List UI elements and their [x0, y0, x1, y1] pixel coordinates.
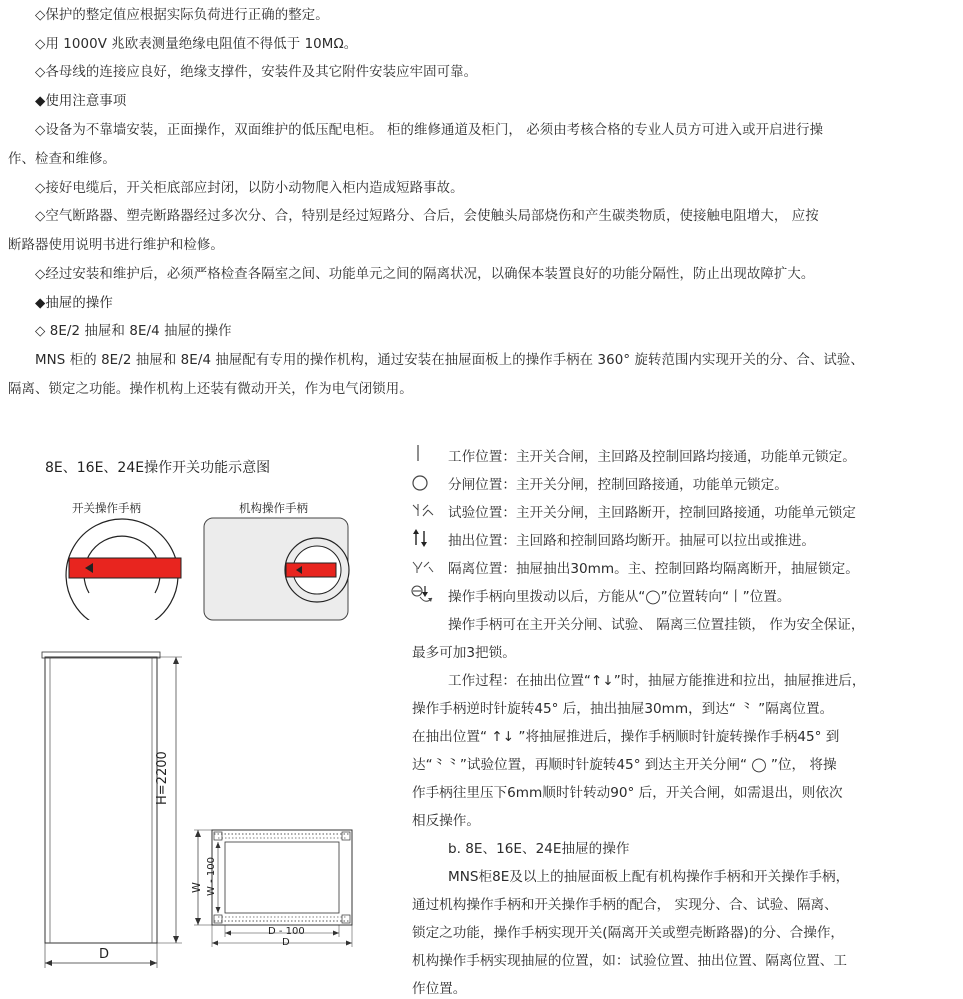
legend-text: 隔离位置：抽屉抽出30mm。主、控制回路均隔离断开，抽屉锁定。: [448, 561, 859, 577]
body-paragraph-line: 操作手柄可在主开关分闸、试验、 隔离三位置挂锁， 作为安全保证，: [448, 617, 865, 633]
body-paragraph-line: 锁定之功能，操作手柄实现开关(隔离开关或塑壳断路器)的分、合操作，: [412, 925, 845, 941]
mech-handle-label: 机构操作手柄: [239, 501, 308, 515]
body-paragraph-line: 操作手柄逆时针旋转45° 后，抽出抽屉30mm，到达“ ⺀ ”隔离位置。: [412, 701, 834, 717]
body-paragraph-line: 达“⺀⺀”试验位置，再顺时针旋转45° 到达主开关分闸“ ◯ ”位， 将操: [412, 757, 837, 773]
body-paragraph-line: 通过机构操作手柄和开关操作手柄的配合， 实现分、合、试验、隔离、: [412, 897, 838, 913]
text-line: 作、检查和维修。: [8, 152, 116, 167]
body-paragraph-line: 作手柄往里压下6mm顺时针转动90° 后，开关合闸，如需退出，则依次: [412, 785, 843, 801]
text-line: ◇保护的整定值应根据实际负荷进行正确的整定。: [35, 8, 329, 23]
mech-handle-diagram: [202, 515, 352, 625]
cabinet-body: [45, 657, 157, 943]
body-paragraph-line: 在抽出位置“ ↑↓ ”将抽屉推进后，操作手柄顺时针旋转操作手柄45° 到: [412, 729, 840, 745]
body-paragraph-line: MNS柜8E及以上的抽屉面板上配有机构操作手柄和开关操作手柄，: [448, 869, 850, 885]
section-heading: ◆抽屉的操作: [35, 296, 113, 311]
figure-title: 8E、16E、24E操作开关功能示意图: [45, 460, 271, 476]
plan-depth-dimension-label: D: [282, 937, 290, 948]
circle-icon: [410, 471, 436, 493]
body-paragraph-line: 最多可加3把锁。: [412, 645, 516, 661]
vertical-bar-icon: [410, 443, 436, 465]
section-subheading: b. 8E、16E、24E抽屉的操作: [448, 841, 630, 857]
depth-dimension-label: D: [99, 947, 110, 962]
text-line: ◇ 8E/2 抽屉和 8E/4 抽屉的操作: [35, 324, 232, 339]
width-dimension-label: W: [190, 882, 203, 893]
body-paragraph-line: 作位置。: [412, 981, 467, 997]
body-paragraph-line: 相反操作。: [412, 813, 480, 829]
height-dimension-label: H=2200: [155, 751, 170, 805]
text-line: ◇经过安装和维护后，必须严格检查各隔室之间、功能单元之间的隔离状况，以确保本装置良好的功能分隔性，防止出现故障扩大。: [35, 267, 815, 282]
push-handle-icon: [410, 583, 436, 605]
test-position-icon: [410, 499, 436, 521]
isolate-position-icon: [410, 555, 436, 577]
legend-text: 操作手柄向里拨动以后，方能从“◯”位置转向“丨”位置。: [448, 589, 791, 605]
legend-text: 抽出位置：主回路和控制回路均断开。抽屉可以拉出或推进。: [448, 533, 816, 549]
switch-handle-label: 开关操作手柄: [72, 501, 141, 515]
legend-text: 分闸位置：主开关分闸，控制回路接通，功能单元锁定。: [448, 477, 788, 493]
text-line: 断路器使用说明书进行维护和检修。: [8, 238, 224, 253]
mech-handle-bar: [286, 563, 336, 577]
section-heading: ◆使用注意事项: [35, 94, 127, 109]
switch-handle-diagram: [55, 515, 190, 620]
up-down-arrows-icon: [410, 527, 436, 549]
inner-width-dimension-label: W - 100: [206, 857, 217, 896]
body-paragraph-line: 工作过程：在抽出位置“↑↓”时，抽屉方能推进和拉出，抽屉推进后，: [448, 673, 866, 689]
text-line: MNS 柜的 8E/2 抽屉和 8E/4 抽屉配有专用的操作机构，通过安装在抽屉面板上的操作手柄在 360° 旋转范围内实现开关的分、合、试验、: [35, 353, 864, 368]
text-line: ◇接好电缆后，开关柜底部应封闭，以防小动物爬入柜内造成短路事故。: [35, 181, 464, 196]
cabinet-elevation-diagram: [30, 640, 200, 975]
legend-text: 工作位置：主开关合闸，主回路及控制回路均接通，功能单元锁定。: [448, 449, 856, 465]
text-line: ◇用 1000V 兆欧表测量绝缘电阻值不得低于 10MΩ。: [35, 37, 358, 52]
body-paragraph-line: 机构操作手柄实现抽屉的位置，如：试验位置、抽出位置、隔离位置、工: [412, 953, 847, 969]
inner-depth-dimension-label: D - 100: [268, 926, 305, 937]
text-line: ◇各母线的连接应良好，绝缘支撑件，安装件及其它附件安装应牢固可靠。: [35, 65, 478, 80]
legend-text: 试验位置：主开关分闸，主回路断开，控制回路接通，功能单元锁定: [448, 505, 856, 521]
text-line: ◇空气断路器、塑壳断路器经过多次分、合，特别是经过短路分、合后，会使触头局部烧伤和产生碳类物质，使接触电阻增大， 应按: [35, 209, 819, 224]
text-line: 隔离、锁定之功能。操作机构上还装有微动开关，作为电气闭锁用。: [8, 382, 413, 397]
plan-outer: [212, 830, 352, 925]
text-line: ◇设备为不靠墙安装，正面操作，双面维护的低压配电柜。 柜的维修通道及柜门， 必须由考核合格的专业人员方可进入或开启进行操: [35, 123, 824, 138]
